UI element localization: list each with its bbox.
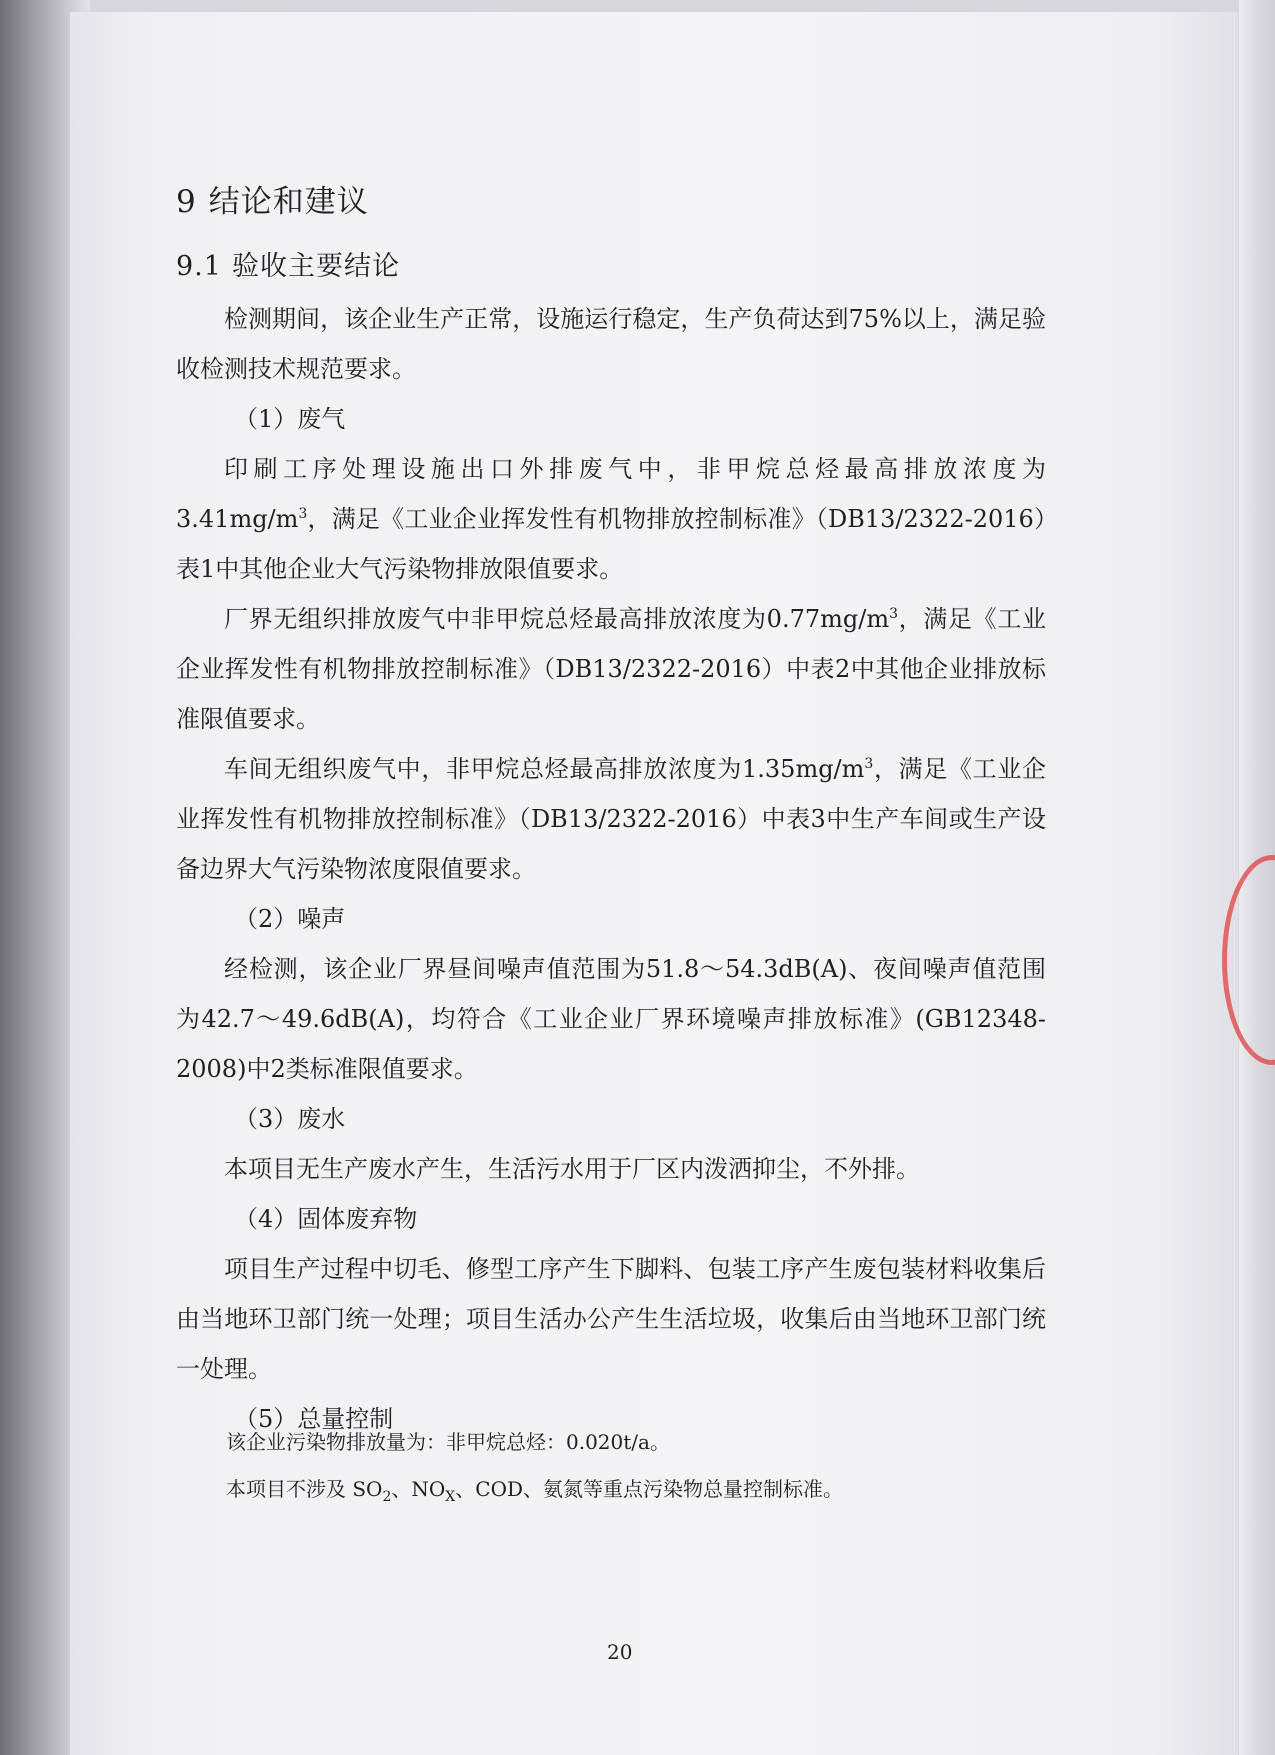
exhaust-heading: （1）废气 xyxy=(234,405,346,433)
subsection-title: 验收主要结论 xyxy=(231,251,400,282)
total-control-line-1: 该企业污染物排放量为：非甲烷总烃：0.020t/a。 xyxy=(226,1430,670,1454)
solid-waste-heading: （4）固体废弃物 xyxy=(234,1205,418,1233)
exhaust-paragraph-3: 车间无组织废气中，非甲烷总烃最高排放浓度为$1.35mg/m^3$，满足《工业企业挥发性有机物排放控制标准》（DB13/2322-2016）中表3中生产车间或生产设备边界大气污染物浓度限值要求。 xyxy=(176,755,1046,883)
exhaust-paragraph-2: 厂界无组织排放废气中非甲烷总烃最高排放浓度为$0.77mg/m^3$，满足《工业企业挥发性有机物排放控制标准》（DB13/2322-2016）中表2中其他企业排放标准限值要求。 xyxy=(176,605,1047,733)
wastewater-heading: （3）废水 xyxy=(234,1105,346,1133)
solid-waste-paragraph: 项目生产过程中切毛、修型工序产生下脚料、包装工序产生废包装材料收集后由当地环卫部门统一处理；项目生活办公产生生活垃圾，收集后由当地环卫部门统一处理。 xyxy=(176,1255,1046,1383)
total-control-line-2: 本项目不涉及 $SO_2$、$NO_X$、COD、氨氮等重点污染物总量控制标准。 xyxy=(226,1477,843,1505)
page-number: 20 xyxy=(607,1640,633,1664)
subsection-heading xyxy=(176,244,400,283)
wastewater-paragraph: 本项目无生产废水产生，生活污水用于厂区内泼洒抑尘，不外排。 xyxy=(224,1155,920,1183)
section-number: 9 xyxy=(176,184,197,220)
section-heading xyxy=(176,176,369,221)
subsection-number: 9.1 xyxy=(176,251,222,282)
intro-paragraph: 检测期间，该企业生产正常，设施运行稳定，生产负荷达到75%以上，满足验收检测技术规范要求。 xyxy=(176,305,1046,383)
noise-paragraph: 经检测，该企业厂界昼间噪声值范围为51.8～54.3dB(A)、夜间噪声值范围为42.7～49.6dB(A)，均符合《工业企业厂界环境噪声排放标准》(GB12348-2008)中2类标准限值要求。 xyxy=(176,955,1046,1083)
exhaust-paragraph-1: 印刷工序处理设施出口外排废气中，非甲烷总烃最高排放浓度为$3.41mg/m^3$，满足《工业企业挥发性有机物排放控制标准》（DB13/2322-2016）表1中其他企业大气污染物排放限值要求。 xyxy=(176,455,1046,583)
total-control-heading: （5）总量控制 xyxy=(234,1405,394,1433)
section-title: 结论和建议 xyxy=(208,184,369,220)
noise-heading: （2）噪声 xyxy=(234,905,346,933)
